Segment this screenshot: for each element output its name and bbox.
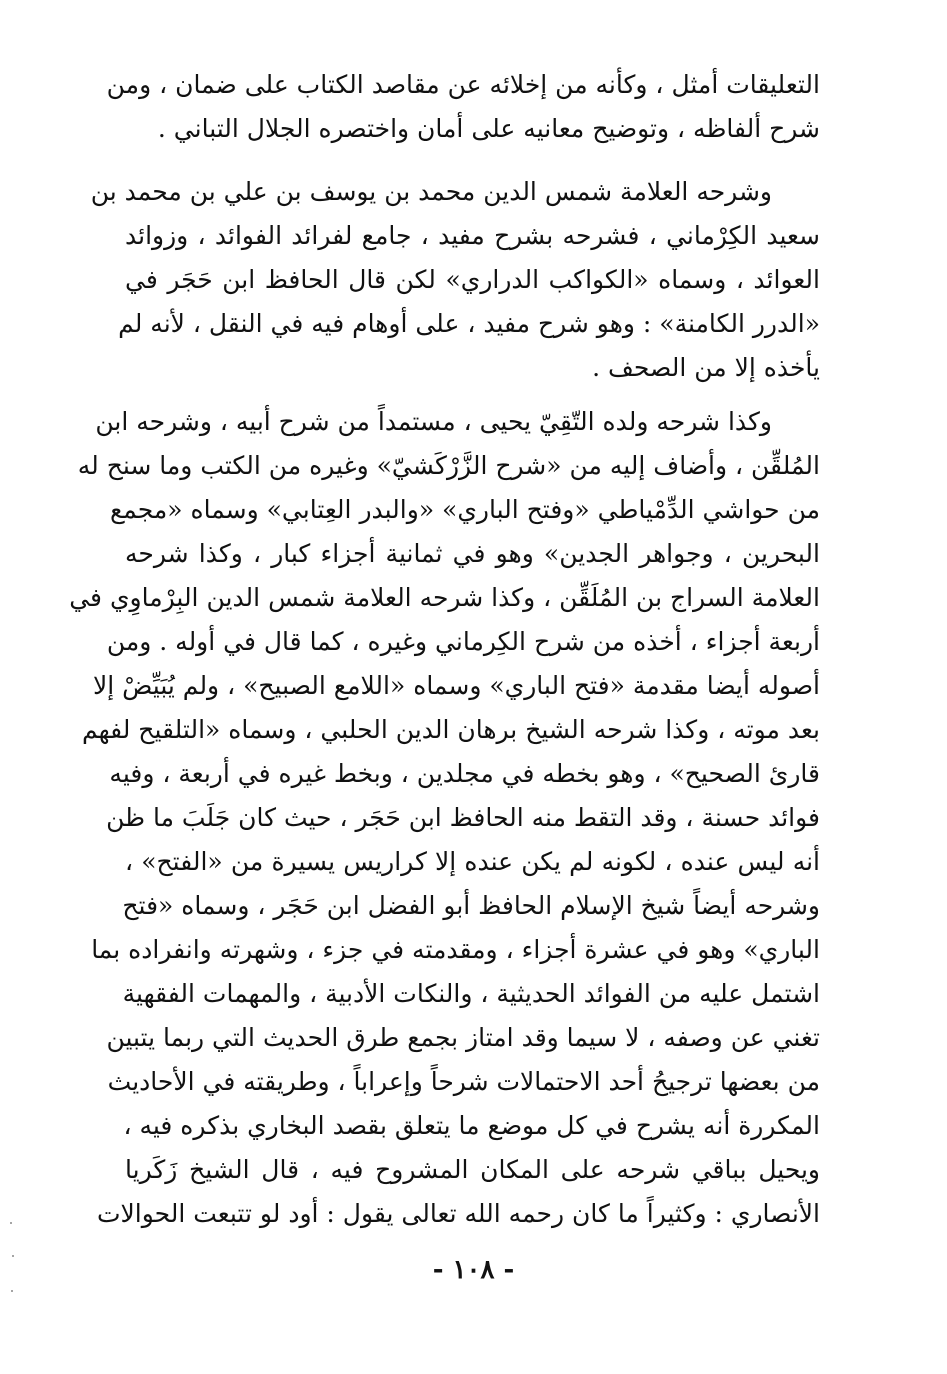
text-line: التعليقات أمثل ، وكأنه من إخلائه عن مقاصد الكتاب على ضمان ، ومن <box>106 70 820 99</box>
text-line: من حواشي الدِّمْياطي «وفتح الباري» «والبدر العِتابي» وسماه «مجمع <box>109 495 820 524</box>
text-line: سعيد الكِرْماني ، فشرحه بشرح مفيد ، جامع لفرائد الفوائد ، وزوائد <box>125 221 820 250</box>
text-line: وشرحه أيضاً شيخ الإسلام الحافظ أبو الفضل ابن حَجَر ، وسماه «فتح <box>122 891 820 920</box>
text-line: اشتمل عليه من الفوائد الحديثية ، والنكات الأدبية ، والمهمات الفقهية <box>122 979 820 1008</box>
text-line: العوائد ، وسماه «الكواكب الدراري» لكن قال الحافظ ابن حَجَر في <box>125 265 820 294</box>
text-line: المُلقِّن ، وأضاف إليه من «شرح الزَّرْكَشيّ» وغيره من الكتب وما سنح له <box>77 451 820 480</box>
text-line: يأخذه إلا من الصحف . <box>592 353 820 382</box>
text-line: «الدرر الكامنة» : وهو شرح مفيد ، على أوهام فيه في النقل ، لأنه لم <box>118 309 820 338</box>
text-line: الباري» وهو في عشرة أجزاء ، ومقدمته في جزء ، وشهرته وانفراده بما <box>91 935 820 964</box>
text-line: تغني عن وصفه ، لا سيما وقد امتاز بجمع طرق الحديث التي ربما يتبين <box>106 1023 820 1052</box>
paragraph-1 <box>106 63 820 151</box>
text-line: وشرحه العلامة شمس الدين محمد بن يوسف بن علي بن محمد بن <box>90 177 772 206</box>
text-line: أنه ليس عنده ، لكونه لم يكن عنده إلا كراريس يسيرة من «الفتح» ، <box>125 847 820 876</box>
paragraph-3 <box>69 400 820 1236</box>
text-line: المكررة أنه يشرح في كل موضع ما يتعلق بقصد البخاري بذكره فيه ، <box>123 1111 820 1140</box>
text-line: وكذا شرحه ولده التّقِيّ يحيى ، مستمداً من شرح أبيه ، وشرحه ابن <box>95 407 772 436</box>
text-line: فوائد حسنة ، وقد التقط منه الحافظ ابن حَجَر ، حيث كان جَلَبَ ما ظن <box>106 803 820 832</box>
text-line: البحرين ، وجواهر الجدين» وهو في ثمانية أجزاء كبار ، وكذا شرحه <box>125 539 820 568</box>
margin-speck <box>12 1255 14 1257</box>
text-line: من بعضها ترجيحُ أحد الاحتمالات شرحاً وإعراباً ، وطريقته في الأحاديث <box>107 1067 820 1096</box>
text-line: قارئ الصحيح» ، وهو بخطه في مجلدين ، وبخط غيره في أربعة ، وفيه <box>109 759 820 788</box>
text-line: شرح ألفاظه ، وتوضيح معانيه على أمان واختصره الجلال التباني . <box>157 114 820 143</box>
text-line: العلامة السراج بن المُلَقِّن ، وكذا شرحه العلامة شمس الدين البِرْماوِي في <box>69 583 820 612</box>
text-line: ويحيل بباقي شرحه على المكان المشروح فيه ، قال الشيخ زَكَريا <box>125 1155 820 1184</box>
page-number: - ١٠٨ - <box>432 1255 515 1285</box>
margin-speck <box>10 1222 12 1224</box>
text-line: الأنصاري : وكثيراً ما كان رحمه الله تعالى يقول : أود لو تتبعت الحوالات <box>96 1199 820 1228</box>
text-line: بعد موته ، وكذا شرحه الشيخ برهان الدين الحلبي ، وسماه «التلقيح لفهم <box>81 715 820 744</box>
text-line: أربعة أجزاء ، أخذه من شرح الكِرماني وغيره ، كما قال في أوله . ومن <box>106 627 820 656</box>
margin-speck <box>11 1290 13 1292</box>
paragraph-2 <box>90 170 820 390</box>
text-line: أصوله أيضا مقدمة «فتح الباري» وسماه «اللامع الصبيح» ، ولم يُبَيِّضْ إلا <box>93 671 820 700</box>
